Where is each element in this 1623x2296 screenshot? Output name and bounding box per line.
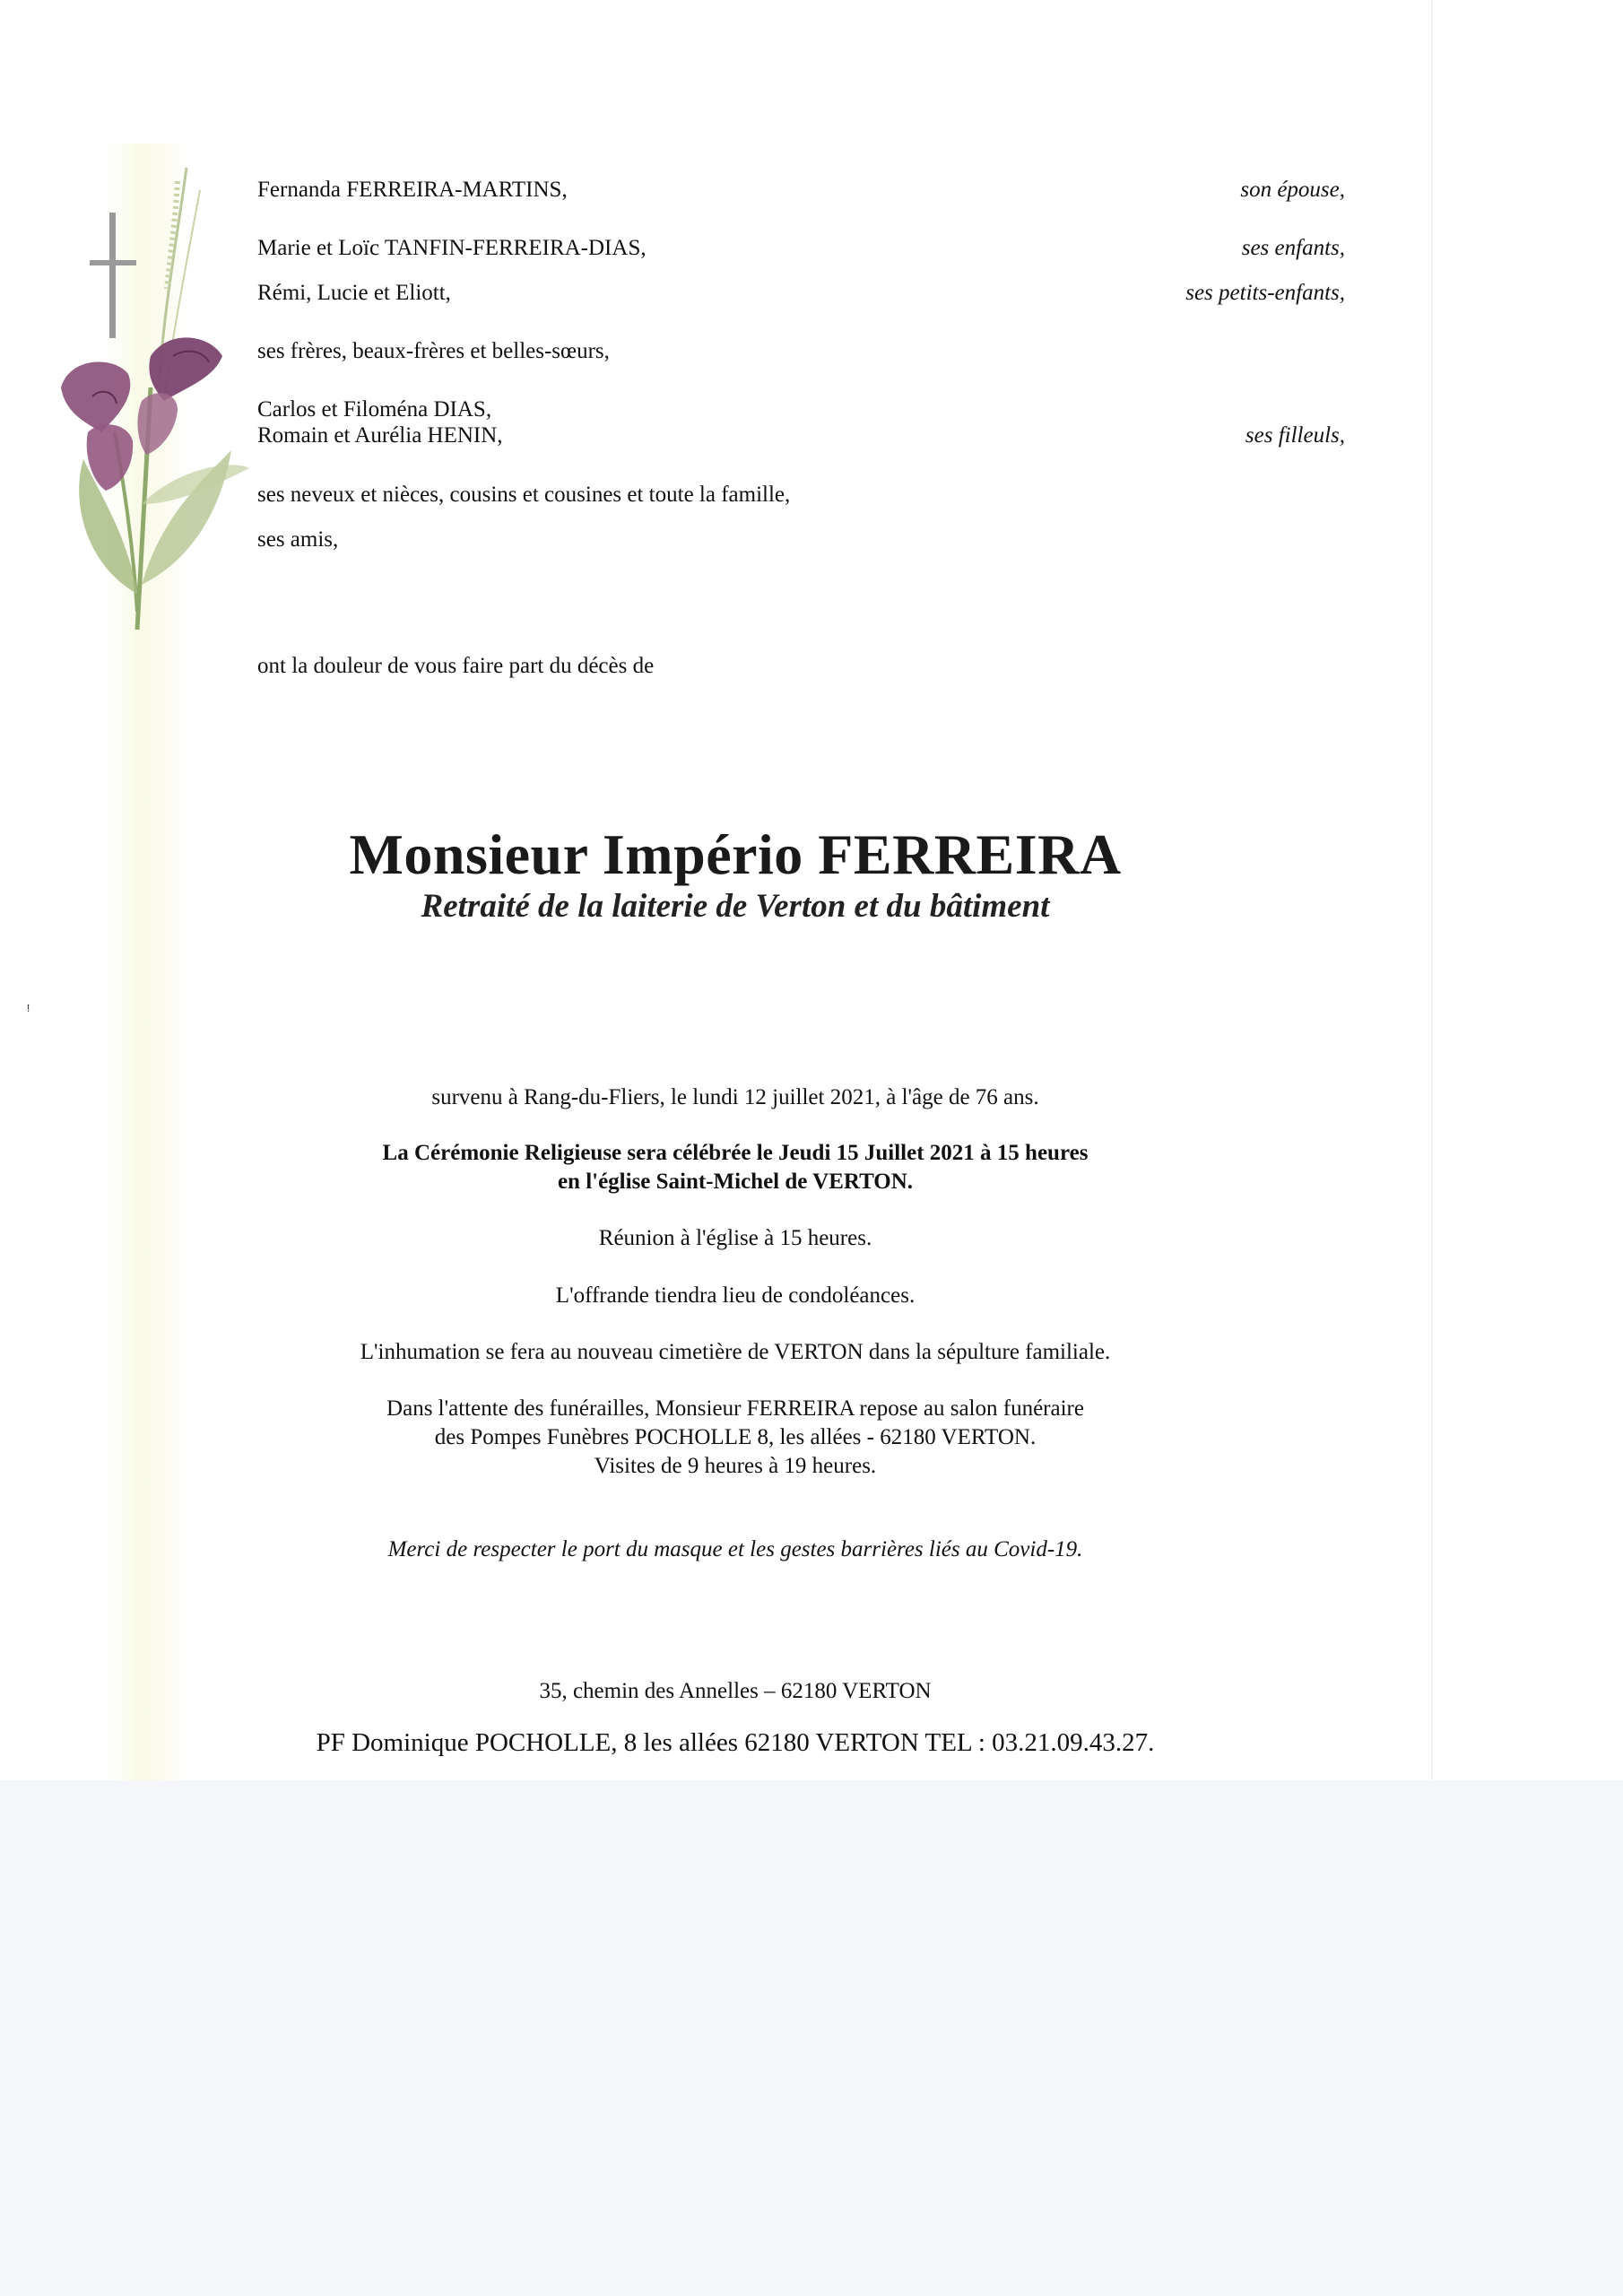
wife-name: Fernanda FERREIRA-MARTINS,: [257, 178, 568, 202]
children-name: Marie et Loïc TANFIN-FERREIRA-DIAS,: [257, 236, 647, 260]
wife-role: son épouse,: [1240, 178, 1345, 202]
family-address: 35, chemin des Annelles – 62180 VERTON: [539, 1679, 932, 1703]
scan-speck: ᵎ: [27, 999, 30, 1019]
offering-line: L'offrande tiendra lieu de condoléances.: [555, 1283, 916, 1308]
cross-and-calla-lily-icon: [52, 163, 258, 639]
children-role: ses enfants,: [1241, 236, 1345, 260]
deceased-subtitle: Retraité de la laiterie de Verton et du bâtiment: [421, 888, 1050, 925]
announcement-line: ont la douleur de vous faire part du décès de: [257, 654, 655, 678]
friends-line: ses amis,: [257, 527, 339, 552]
siblings-line: ses frères, beaux-frères et belles-sœurs,: [257, 339, 610, 363]
meeting-line: Réunion à l'église à 15 heures.: [598, 1226, 872, 1250]
godchildren-line-2: Romain et Aurélia HENIN,: [257, 423, 503, 448]
ceremony-line-1: La Cérémonie Religieuse sera célébrée le Jeudi 15 Juillet 2021 à 15 heures: [382, 1141, 1089, 1165]
wake-line-3: Visites de 9 heures à 19 heures.: [594, 1454, 877, 1478]
godchildren-line-1: Carlos et Filoména DIAS,: [257, 397, 492, 422]
ceremony-line-2: en l'église Saint-Michel de VERTON.: [557, 1170, 914, 1194]
wake-line-1: Dans l'attente des funérailles, Monsieur FERREIRA repose au salon funéraire: [386, 1396, 1084, 1421]
godchildren-role: ses filleuls,: [1245, 423, 1345, 448]
extended-family-line: ses neveux et nièces, cousins et cousines et toute la famille,: [257, 483, 791, 507]
burial-line: L'inhumation se fera au nouveau cimetière de VERTON dans la sépulture familiale.: [360, 1340, 1111, 1364]
wake-line-2: des Pompes Funèbres POCHOLLE 8, les allées - 62180 VERTON.: [434, 1425, 1037, 1449]
deceased-name: Monsieur Império FERREIRA: [349, 822, 1122, 886]
page-bottom-margin: [0, 1780, 1623, 2296]
funeral-home-contact: PF Dominique POCHOLLE, 8 les allées 62180 VERTON TEL : 03.21.09.43.27.: [316, 1728, 1155, 1757]
grandchildren-name: Rémi, Lucie et Eliott,: [257, 281, 451, 305]
death-details: survenu à Rang-du-Fliers, le lundi 12 juillet 2021, à l'âge de 76 ans.: [431, 1085, 1039, 1109]
covid-note: Merci de respecter le port du masque et les gestes barrières liés au Covid-19.: [387, 1537, 1083, 1561]
grandchildren-role: ses petits-enfants,: [1185, 281, 1345, 305]
